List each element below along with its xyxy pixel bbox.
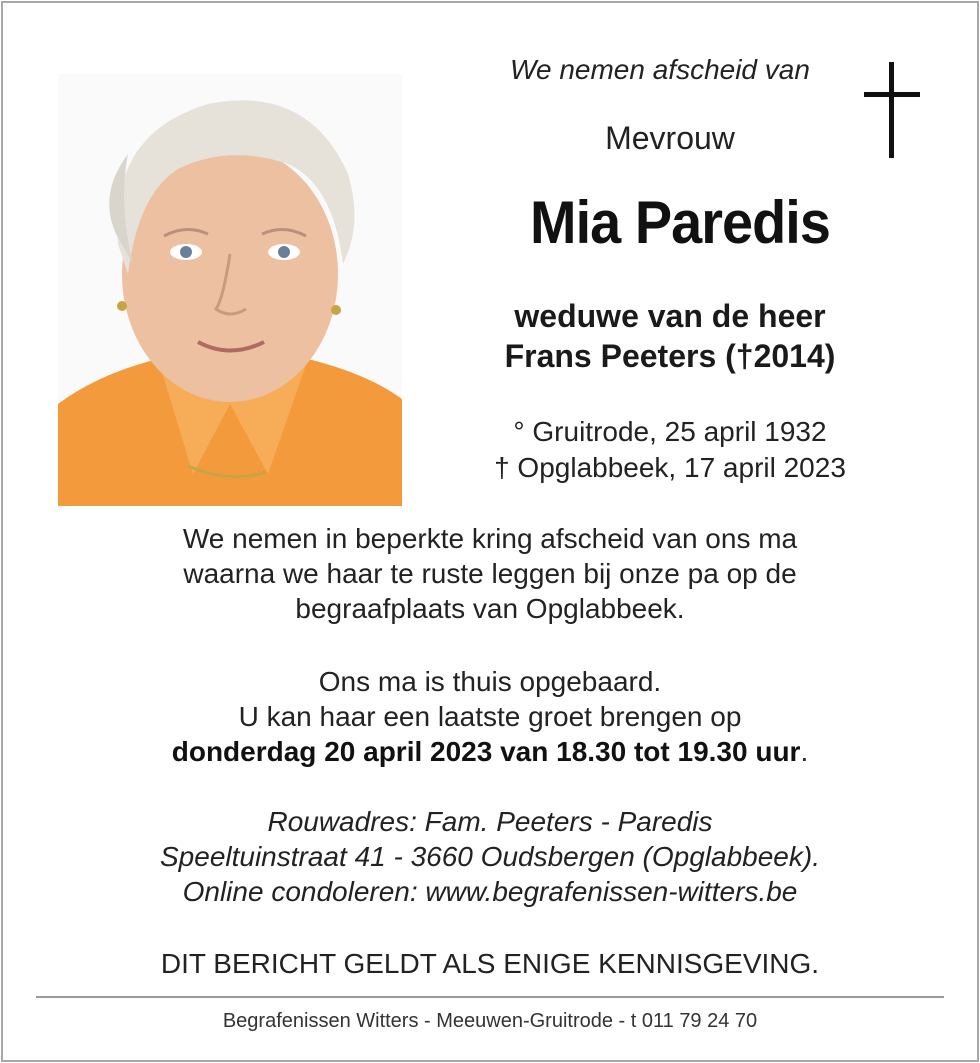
widow-line-2: Frans Peeters (†2014) (504, 338, 836, 374)
condolence-link[interactable]: Online condoleren: www.begrafenissen-witters.be (182, 876, 798, 907)
farewell-line-3: begraafplaats van Opglabbeek. (295, 593, 685, 624)
birth-date: ° Gruitrode, 25 april 1932 (513, 416, 827, 447)
portrait-illustration (58, 74, 402, 506)
portrait-photo (58, 74, 402, 506)
deceased-name: Mia Paredis (530, 189, 830, 256)
farewell-line-1: We nemen in beperkte kring afscheid van ons ma (182, 523, 798, 554)
farewell-line-2: waarna we haar te ruste leggen bij onze pa op de (183, 558, 797, 589)
footer-divider (36, 996, 944, 998)
visitation-line-2: U kan haar een laatste groet brengen op (238, 701, 742, 732)
address-line-1: Rouwadres: Fam. Peeters - Paredis (267, 806, 713, 837)
visitation-line-1: Ons ma is thuis opgebaard. (318, 666, 662, 697)
widow-line-1: weduwe van de heer (514, 298, 826, 334)
widow-info (440, 296, 900, 376)
footer-text: Begrafenissen Witters - Meeuwen-Gruitrode - t 011 79 24 70 (222, 1010, 758, 1032)
life-dates (440, 414, 900, 486)
notice-statement: DIT BERICHT GELDT ALS ENIGE KENNISGEVING. (160, 948, 820, 979)
intro-text: We nemen afscheid van (510, 54, 810, 85)
honorific: Mevrouw (605, 120, 735, 156)
address-paragraph (0, 804, 980, 909)
visitation-time: donderdag 20 april 2023 van 18.30 tot 19.30 uur (171, 736, 801, 767)
visitation-period: . (800, 736, 809, 767)
death-date: † Opglabbeek, 17 april 2023 (494, 452, 846, 483)
address-line-2: Speeltuinstraat 41 - 3660 Oudsbergen (Opglabbeek). (160, 841, 820, 872)
farewell-paragraph (0, 521, 980, 626)
visitation-paragraph (0, 664, 980, 769)
visitation-line-3 (0, 734, 980, 769)
